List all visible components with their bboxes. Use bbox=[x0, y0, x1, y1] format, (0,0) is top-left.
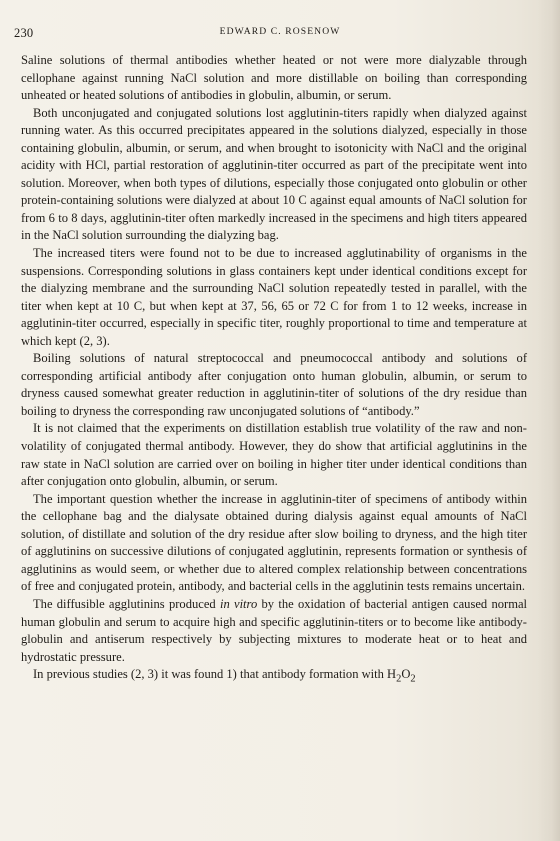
paragraph-text: The diffusible agglutinins produced bbox=[33, 596, 220, 611]
subscript: 2 bbox=[410, 673, 416, 685]
paragraph: Saline solutions of thermal antibodies whether heated or not were more dialyzable through cellophane against running NaCl solution and more distillable on boiling than corresponding unheated or heated solutions of antibodies in globulin, albumin, or serum. bbox=[21, 53, 527, 103]
paragraph bbox=[21, 596, 527, 666]
page-number: 230 bbox=[14, 26, 34, 40]
subscript: 2 bbox=[396, 673, 402, 685]
paragraph-text: In previous studies (2, 3) it was found 1) that antibody formation with H bbox=[33, 667, 397, 682]
paragraph: The important question whether the increase in agglutinin-titer of specimens of antibody within the cellophane bag and the dialysate obtained during dialysis against equal amounts of NaCl solution, of distillate and solution of the dry residue after slow boiling to dryness, and the high titer of agglutinins on successive dilutions of conjugated agglutinin, represents formation or synthesis of agglutinins as would seem, or whether due to altered complex relationship between concentrations of free and conjugated protein, antibody, and bacterial cells in the agglutinin tests remains uncertain. bbox=[21, 491, 527, 594]
paragraph: Both unconjugated and conjugated solutions lost agglutinin-titers rapidly when dialyzed against running water. As this occurred precipitates appeared in the solutions dialyzed, especially in those containing globulin, albumin, or serum, and when brought to isotonicity with NaCl and the original acidity with HCl, partial restoration of agglutinin-titer occurred as part of the precipitate went into solution. Moreover, when both types of dilutions, especially those conjugated onto globulin or other protein-containing solutions were dialyzed at about 10 C against equal amounts of NaCl solution for from 6 to 8 days, agglutinin-titer often markedly increased in the specimens and high titers appeared in the NaCl solution surrounding the dialyzing bag. bbox=[21, 105, 527, 243]
paragraph-text: O bbox=[401, 667, 411, 682]
paragraph-text: by the oxidation of bacterial antigen caused normal human globulin and serum to acquire high and specific agglutinin-titers or to become like antibody-globulin and antiserum respectively by subjecting mixtures to moderate heat or to heat and hydrostatic pressure. bbox=[21, 596, 528, 664]
paragraph bbox=[21, 666, 527, 688]
body-text bbox=[21, 52, 527, 688]
running-head: EDWARD C. ROSENOW bbox=[219, 26, 341, 37]
italic-term: in vitro bbox=[219, 596, 258, 611]
paragraph: Boiling solutions of natural streptococcal and pneumococcal antibody and solutions of corresponding artificial antibody after conjugation onto human globulin, albumin, or serum to dryness caused somewhat greater reduction in agglutinin-titer of solutions of the dry residue than boiling to dryness the corresponding raw unconjugated solutions of “antibody.” bbox=[21, 351, 527, 418]
paragraph: It is not claimed that the experiments on distillation establish true volatility of the raw and non-volatility of conjugated thermal antibody. However, they do show that artificial agglutinins in the raw state in NaCl solution are carried over on boiling in higher titer under identical conditions than after conjugation onto globulin, albumin, or serum. bbox=[21, 421, 527, 489]
paragraph: The increased titers were found not to be due to increased agglutinability of organisms in the suspensions. Corresponding solutions in glass containers kept under identical conditions except for the dialyzing membrane and the surrounding NaCl solution repeatedly tested in parallel, with the titer when kept at 10 C, but when kept at 37, 56, 65 or 72 C for from 1 to 12 weeks, increase in agglutinin-titer occurred, especially in specific titer, roughly proportional to time and temperature at which kept (2, 3). bbox=[21, 246, 527, 348]
page-edge bbox=[538, 0, 560, 841]
